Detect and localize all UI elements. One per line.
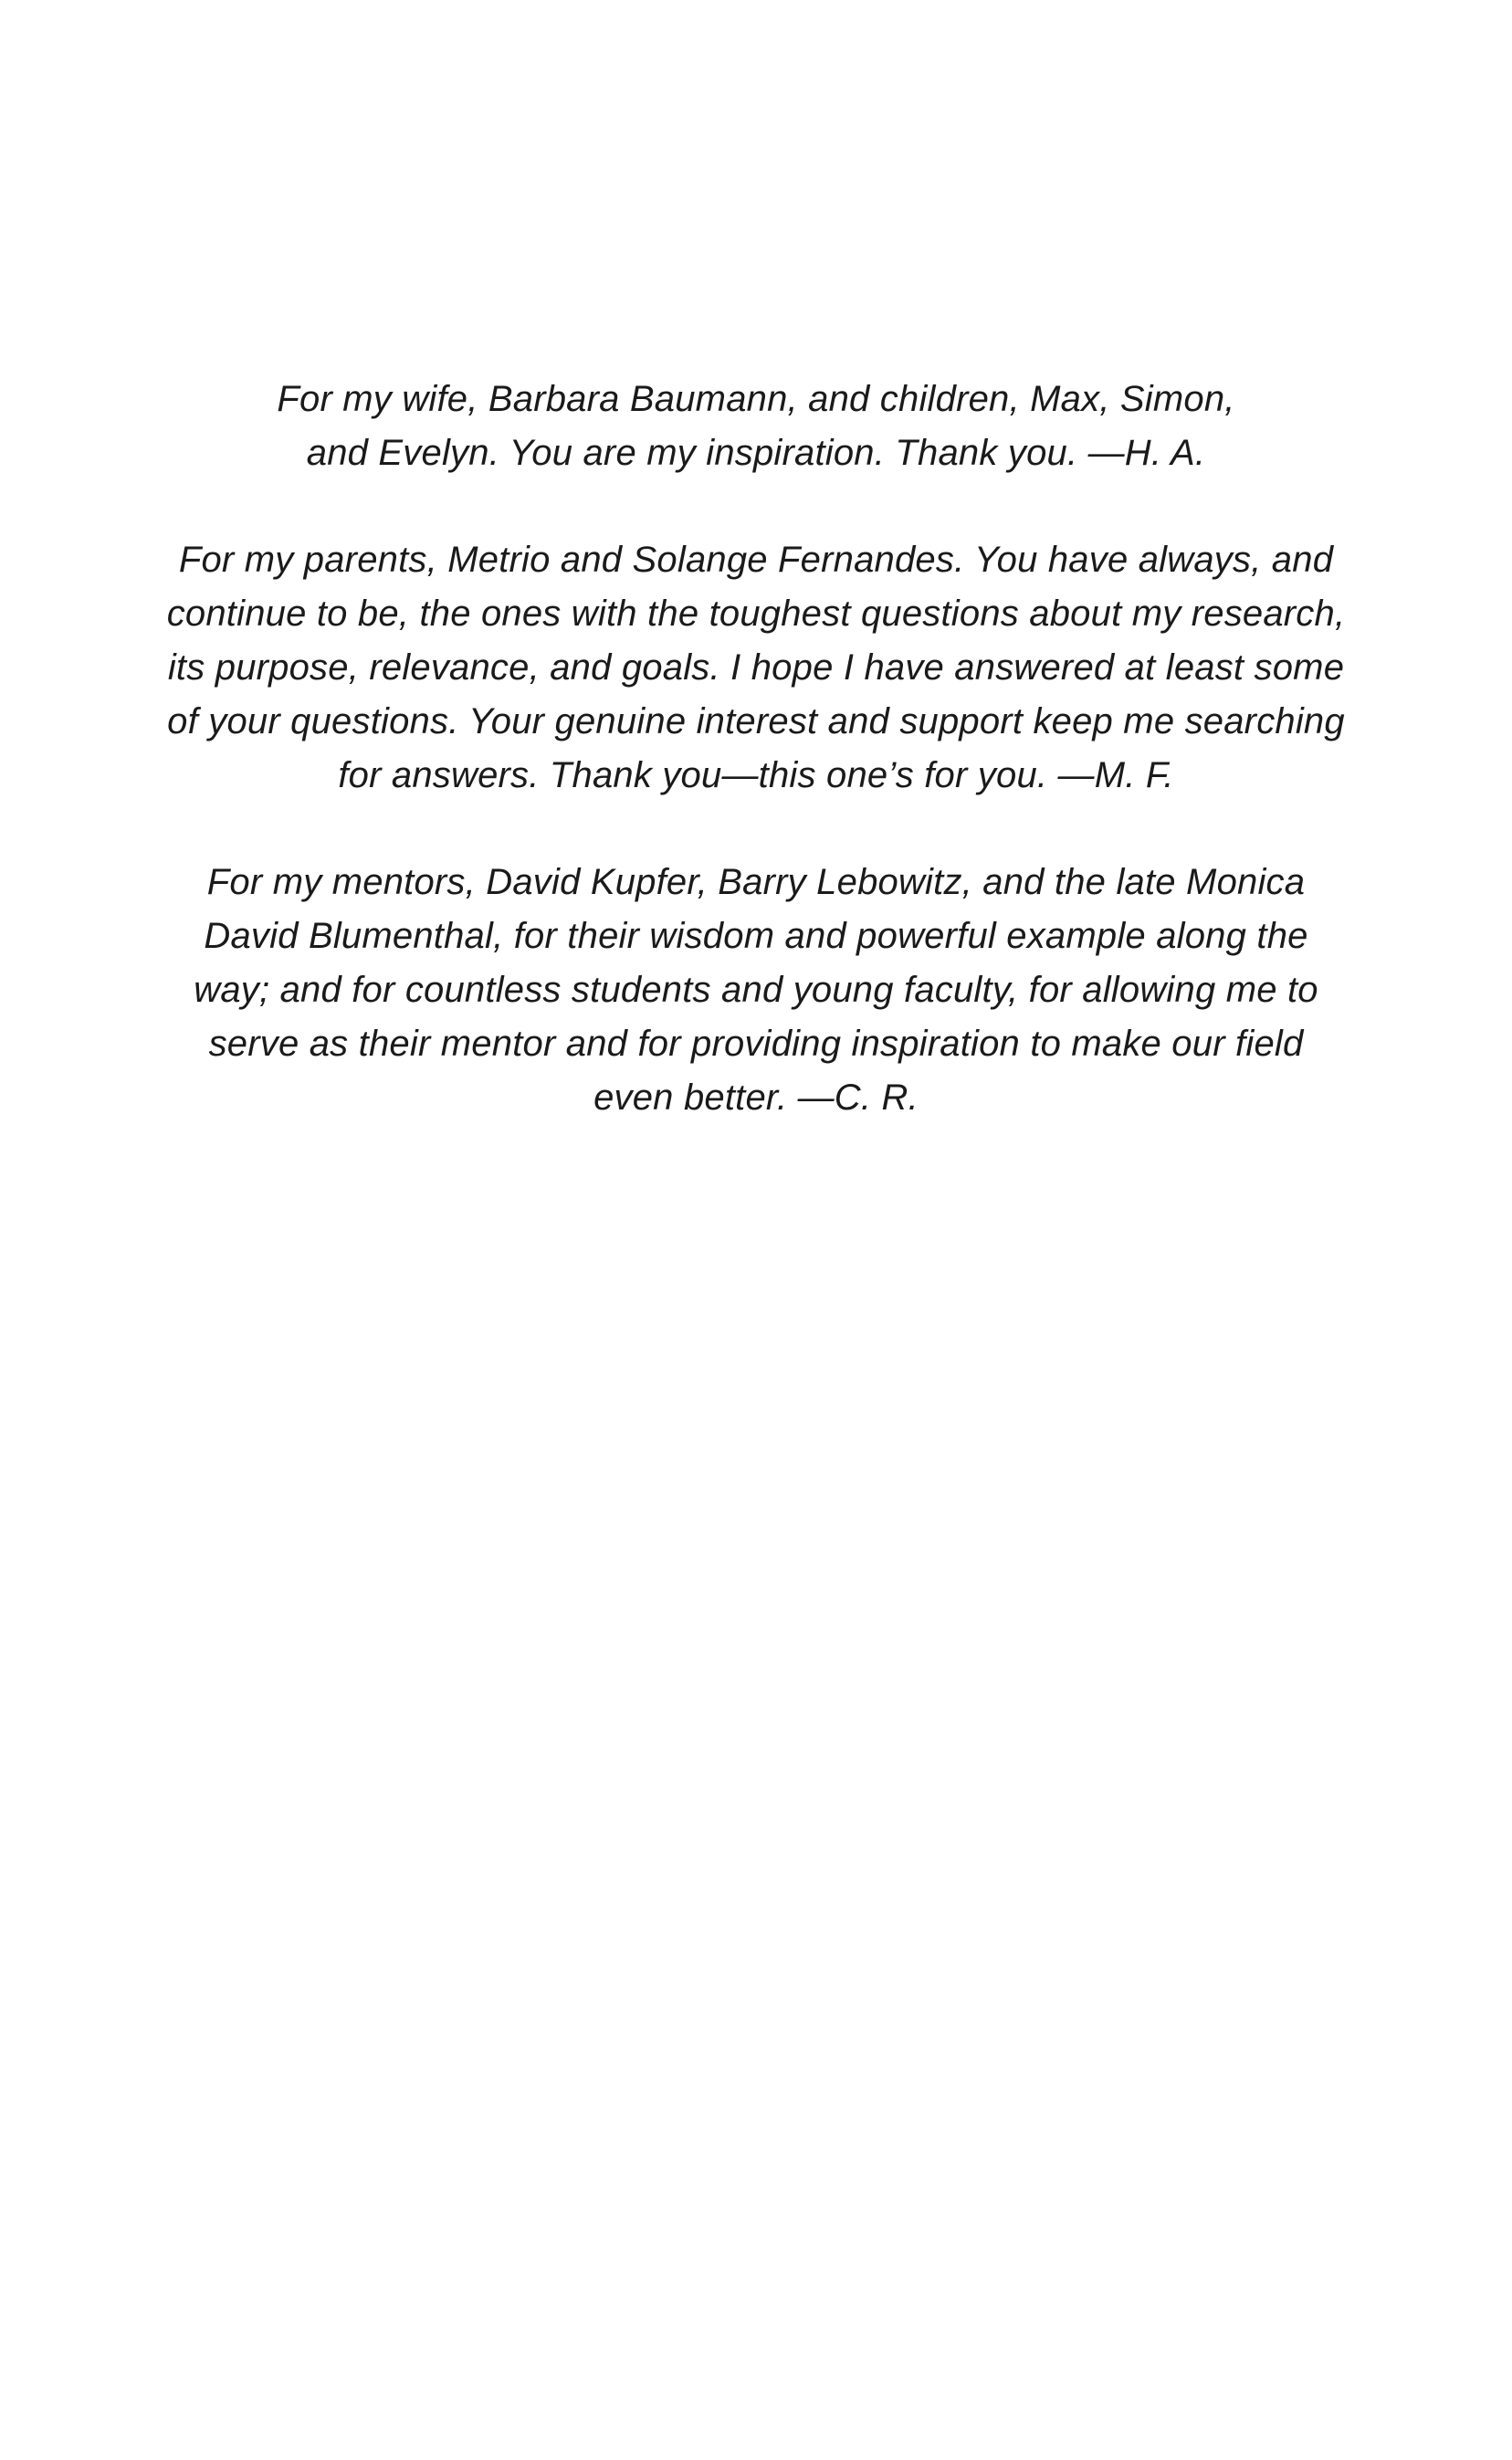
dedication-line: David Blumenthal, for their wisdom and powerful example along the <box>204 916 1308 956</box>
dedication-line: even better. —C. R. <box>593 1078 919 1118</box>
dedication-line: serve as their mentor and for providing inspiration to make our field <box>208 1024 1304 1064</box>
dedication-line: for answers. Thank you—this one’s for you. —M. F. <box>338 755 1174 795</box>
dedication-mf <box>0 533 1512 803</box>
dedication-ha <box>0 373 1512 480</box>
dedication-line: continue to be, the ones with the toughest questions about my research, <box>166 594 1346 634</box>
dedication-line: and Evelyn. You are my inspiration. Thank you. —H. A. <box>306 433 1206 473</box>
dedications-block <box>0 373 1512 1178</box>
dedication-line: way; and for countless students and young faculty, for allowing me to <box>194 970 1318 1010</box>
dedication-line: For my mentors, David Kupfer, Barry Lebowitz, and the late Monica <box>206 862 1306 902</box>
dedication-line: For my parents, Metrio and Solange Fernandes. You have always, and <box>178 540 1334 580</box>
dedication-line: For my wife, Barbara Baumann, and children, Max, Simon, <box>277 379 1235 419</box>
dedication-line: its purpose, relevance, and goals. I hope I have answered at least some <box>167 647 1345 688</box>
dedication-cr <box>0 856 1512 1125</box>
dedication-line: of your questions. Your genuine interest and support keep me searching <box>167 701 1345 741</box>
